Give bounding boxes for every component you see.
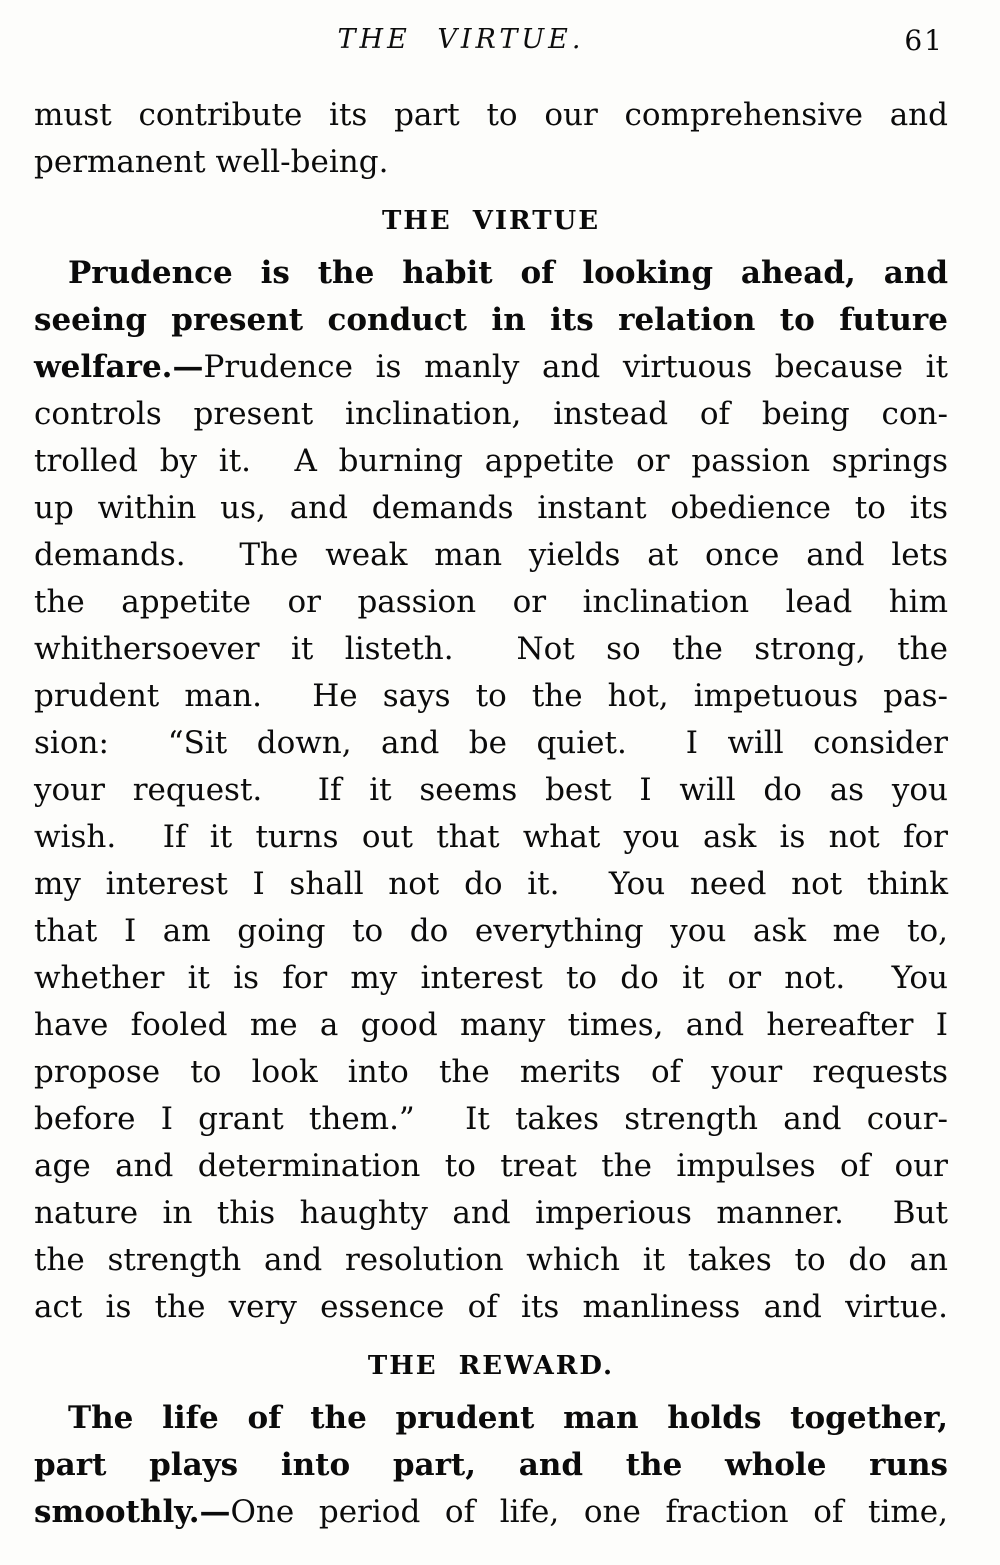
text-line: whether it is for my interest to do it or not. You [34,960,948,996]
text-line: must contribute its part to our comprehensive and [34,97,948,133]
text-line: demands. The weak man yields at once and lets [34,537,948,573]
running-header [34,24,948,64]
text-line: your request. If it seems best I will do as you [34,772,948,808]
text-line: Prudence is the habit of looking ahead, and [68,255,948,291]
text-line: the strength and resolution which it takes to do an [34,1242,948,1278]
text-line: that I am going to do everything you ask me to, [34,913,948,949]
text-body [34,92,948,1536]
text-line: welfare.—Prudence is manly and virtuous because it [34,349,948,385]
page-number: 61 [904,24,944,57]
text-line: have fooled me a good many times, and hereafter I [34,1007,948,1043]
text-line: smoothly.—One period of life, one fraction of time, [34,1494,948,1530]
text-line: up within us, and demands instant obedience to its [34,490,948,526]
text-line: propose to look into the merits of your requests [34,1054,948,1090]
paragraph [34,1395,948,1536]
text-line: before I grant them.” It takes strength and cour- [34,1101,948,1137]
text-line: controls present inclination, instead of being con- [34,396,948,432]
text-line: part plays into part, and the whole runs [34,1447,948,1483]
section-heading: THE REWARD. [367,1351,615,1381]
text-line: prudent man. He says to the hot, impetuous pas- [34,678,948,714]
section-heading: THE VIRTUE [381,206,601,236]
paragraph [34,250,948,1331]
paragraph [34,92,948,186]
text-line: the appetite or passion or inclination lead him [34,584,948,620]
text-line: whithersoever it listeth. Not so the strong, the [34,631,948,667]
text-line: act is the very essence of its manliness and virtue. [34,1289,948,1325]
running-header-title: THE VIRTUE. [337,24,585,55]
text-line: seeing present conduct in its relation to future [34,302,948,338]
text-line: nature in this haughty and imperious manner. But [34,1195,948,1231]
text-line: sion: “Sit down, and be quiet. I will consider [34,725,948,761]
text-line: permanent well-being. [34,144,389,180]
text-line: The life of the prudent man holds together, [68,1400,948,1436]
text-line: trolled by it. A burning appetite or passion springs [34,443,948,479]
text-line: my interest I shall not do it. You need not think [34,866,948,902]
text-line: age and determination to treat the impulses of our [34,1148,948,1184]
text-line: wish. If it turns out that what you ask is not for [34,819,948,855]
